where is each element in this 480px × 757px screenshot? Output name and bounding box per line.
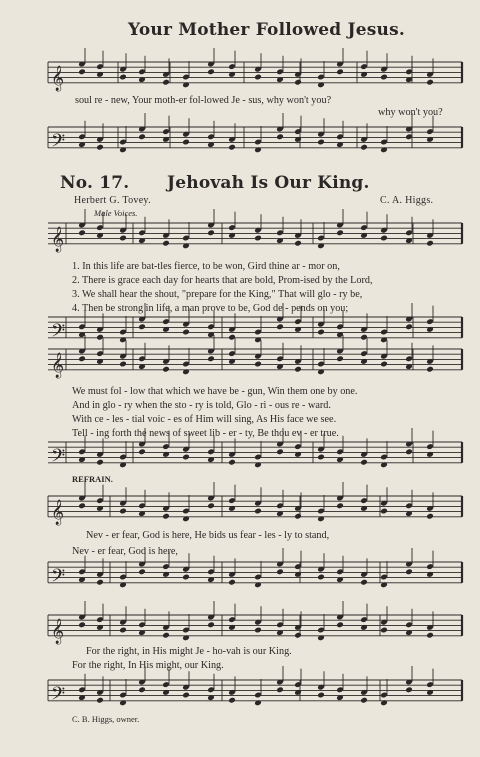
verse-line-2a: 2. There is grace each day for hearts that are bold, Prom-ised by the Lord,: [72, 275, 373, 286]
lyric-line: soul re - new, Your moth-er fol-lowed Je - sus, why won't you?: [75, 95, 332, 106]
svg-text:𝄢: 𝄢: [51, 445, 66, 471]
verse-line-1b: We must fol - low that which we have be - gun, Win them one by one.: [72, 386, 358, 397]
refrain-label: REFRAIN.: [72, 474, 113, 484]
svg-text:𝄞: 𝄞: [51, 65, 65, 91]
svg-text:𝄞: 𝄞: [51, 352, 65, 378]
lyricist-credit: Herbert G. Tovey.: [74, 195, 151, 206]
hymn-number: No. 17.: [60, 173, 130, 193]
verse-line-3b: With ce - les - tial voic - es of Him will sing, As His face we see.: [72, 414, 337, 425]
verse-line-4b: Tell - ing forth the news of sweet lib - er - ty, Be thou ev - er true.: [72, 428, 339, 439]
verse-line-4a: 4. Then be strong in life, a man prove to be, God de - pends on you;: [72, 303, 349, 314]
refrain-line-1: Nev - er fear, God is here, He bids us fear - les - ly to stand,: [86, 530, 330, 541]
svg-text:𝄞: 𝄞: [51, 618, 65, 644]
svg-text:𝄢: 𝄢: [51, 683, 66, 709]
refrain-line-2: Nev - er fear, God is here,: [72, 546, 178, 557]
svg-text:𝄞: 𝄞: [51, 499, 65, 525]
copyright-note: C. B. Higgs, owner.: [72, 714, 140, 724]
voicing-note: Male Voices.: [94, 208, 138, 218]
svg-text:𝄞: 𝄞: [51, 226, 65, 252]
svg-text:𝄢: 𝄢: [51, 565, 66, 591]
svg-text:𝄢: 𝄢: [51, 320, 66, 346]
refrain-line-4: For the right, In His might, our King.: [72, 660, 224, 671]
verse-line-2b: And in glo - ry when the sto - ry is told, Glo - ri - ous re - ward.: [72, 400, 331, 411]
song-title-previous: Your Mother Followed Jesus.: [128, 20, 405, 40]
verse-line-1a: 1. In this life are bat-tles fierce, to be won, Gird thine ar - mor on,: [72, 261, 340, 272]
lyric-echo: why won't you?: [378, 107, 443, 118]
hymn-title: Jehovah Is Our King.: [167, 173, 370, 193]
verse-line-3a: 3. We shall hear the shout, "prepare for the King," That will glo - ry be,: [72, 289, 363, 300]
refrain-line-3: For the right, in His might Je - ho-vah is our King.: [86, 646, 292, 657]
svg-text:𝄢: 𝄢: [51, 130, 66, 156]
composer-credit: C. A. Higgs.: [380, 195, 434, 206]
